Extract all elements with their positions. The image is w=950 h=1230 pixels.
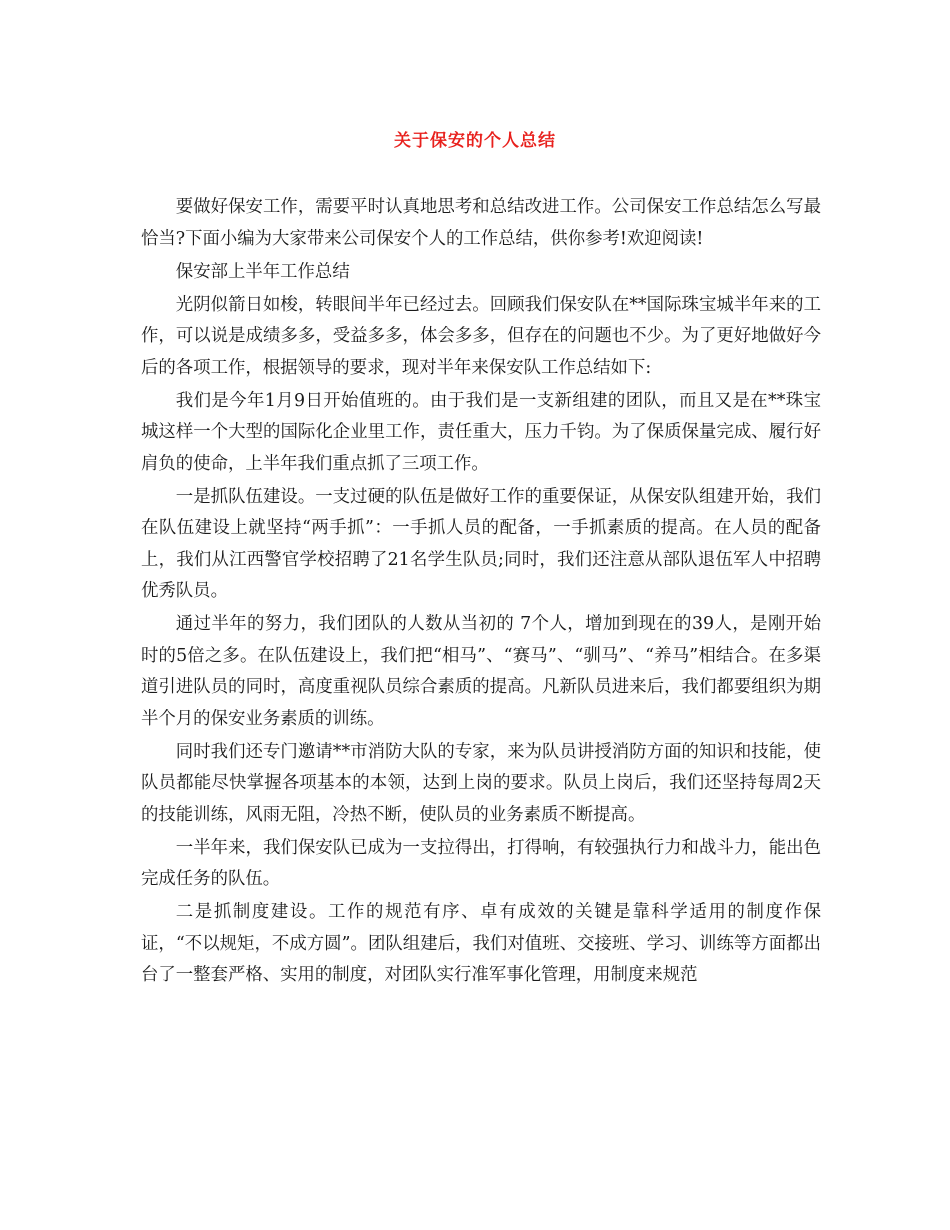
paragraph-section-heading: 保安部上半年工作总结	[175, 261, 350, 282]
paragraph-team-growth: 通过半年的努力，我们团队的人数从当初的 7个人，增加到现在的39人，是刚开始时的5倍之多。在队伍建设上，我们把“相马”、“赛马”、“驯马”、“养马”相结合。在多渠道引进队员的同时，高度重视队员综合素质的提高。凡新队员进来后，我们都要组织为期半个月的保安业务素质的训练。	[141, 614, 821, 729]
paragraph-result: 一半年来，我们保安队已成为一支拉得出，打得响，有较强执行力和战斗力，能出色完成任务的队伍。	[141, 837, 821, 889]
paragraph-overview: 光阴似箭日如梭，转眼间半年已经过去。回顾我们保安队在**国际珠宝城半年来的工作，可以说是成绩多多，受益多多，体会多多，但存在的问题也不少。为了更好地做好今后的各项工作，根据领导的要求，现对半年来保安队工作总结如下:	[141, 294, 821, 378]
document-title: 关于保安的个人总结	[394, 131, 556, 151]
paragraph-intro: 要做好保安工作，需要平时认真地思考和总结改进工作。公司保安工作总结怎么写最恰当?下面小编为大家带来公司保安个人的工作总结，供你参考!欢迎阅读!	[141, 197, 821, 249]
document-body	[141, 192, 821, 993]
paragraph-team-building: 一是抓队伍建设。一支过硬的队伍是做好工作的重要保证，从保安队组建开始，我们在队伍建设上就坚持“两手抓”：一手抓人员的配备，一手抓素质的提高。在人员的配备上，我们从江西警官学校招聘了21名学生队员;同时，我们还注意从部队退伍军人中招聘优秀队员。	[141, 486, 821, 601]
paragraph-start-duty: 我们是今年1月9日开始值班的。由于我们是一支新组建的团队，而且又是在**珠宝城这样一个大型的国际化企业里工作，责任重大，压力千钧。为了保质保量完成、履行好肩负的使命，上半年我们重点抓了三项工作。	[141, 390, 821, 474]
paragraph-system-building: 二是抓制度建设。工作的规范有序、卓有成效的关键是靠科学适用的制度作保证，“不以规矩，不成方圆”。团队组建后，我们对值班、交接班、学习、训练等方面都出台了一整套严格、实用的制度，对团队实行准军事化管理，用制度来规范	[141, 902, 821, 985]
paragraph-training: 同时我们还专门邀请**市消防大队的专家，来为队员讲授消防方面的知识和技能，使队员都能尽快掌握各项基本的本领，达到上岗的要求。队员上岗后，我们还坚持每周2天的技能训练，风雨无阻，冷热不断，使队员的业务素质不断提高。	[141, 741, 821, 825]
